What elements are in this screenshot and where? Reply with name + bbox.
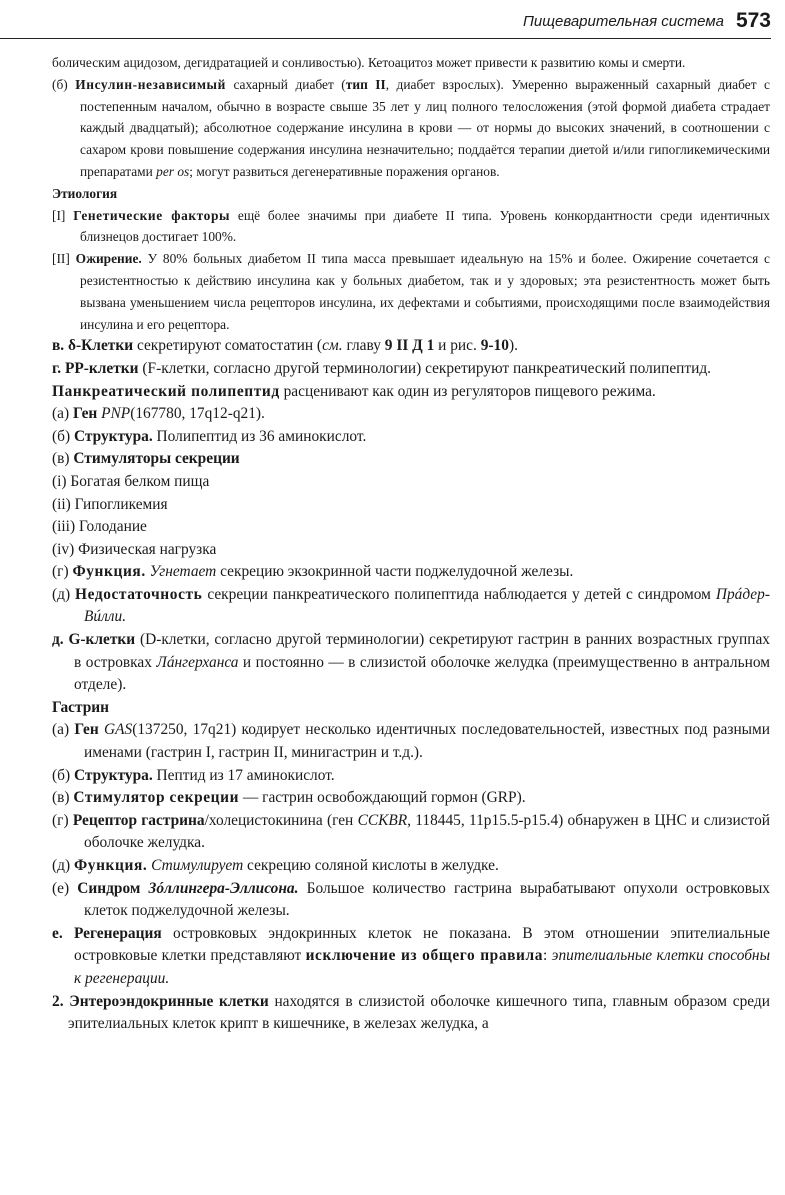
gastrin-heading: Гастрин <box>52 698 110 716</box>
item-regeneration: е. Регенерация островковых эндокринных клеток не показана. В этом отношении эпителиальные островковые клетки представляют исключение из общего правила: эпителиальные клетки способны к регенерации. <box>52 924 770 987</box>
pp-function: (г) Функция. Угнетает секрецию экзокринной части поджелудочной железы. <box>52 563 574 581</box>
item-pp-cells: г. PP-клетки (F-клетки, согласно другой терминологии) секретируют панкреатический полипептид. <box>52 359 712 377</box>
gastrin-receptor: (г) Рецептор гастрина/холецистокинина (ген CCKBR, 118445, 11p15.5-p15.4) обнаружен в ЦНС и слизистой оболочке желудка. <box>52 811 770 852</box>
page-number: 573 <box>735 9 771 32</box>
gastrin-stimulator: (в) Стимулятор секреции — гастрин освобождающий гормон (GRP). <box>52 789 526 807</box>
body-text <box>52 52 770 1036</box>
pp-deficiency: (д) Недостаточность секреции панкреатического полипептида наблюдается у детей с синдромом Прáдер-Вúлли. <box>52 585 770 626</box>
item-enteroendocrine-cells: 2. Энтероэндокринные клетки находятся в слизистой оболочке кишечного типа, главным образом среди эпителиальных клеток крипт в кишечнике, в железах желудка, а <box>52 992 770 1033</box>
item-delta-cells: в. δ-Клетки секретируют соматостатин (см. главу 9 II Д 1 и рис. 9-10). <box>52 337 518 355</box>
item-insulin-independent: (б) Инсулин-независимый сахарный диабет (тип II, диабет взрослых). Умеренно выраженный сахарный диабет с постепенным началом, обычно в возрасте свыше 35 лет у лиц полного телосложения (этой формой диабета страдает каждый двадцатый); абсолютное содержание инсулина в крови — от нормы до высоких значений, в соотношении с сахаром крови повышение содержания инсулина незначительно; поддаётся терапии диетой и/или гипогликемическими препаратами per os; могут развиться дегенеративные поражения органов. <box>52 76 770 179</box>
etiology-heading: Этиология <box>52 185 118 201</box>
continued-paragraph: болическим ацидозом, дегидратацией и сонливостью). Кетоацитоз может привести к развитию комы и смерти. <box>52 55 686 70</box>
stimulator-item: (iii) Голодание <box>52 518 147 536</box>
etiology-item-obesity: [II] Ожирение. У 80% больных диабетом II типа масса превышает идеальную на 15% и более. Ожирение сочетается с резистентностью к действию инсулина как у больных диабетом, так и у здоровых; эта резистентность может быть вызвана уменьшением числа рецепторов инсулина, их дефектами и событиями, происходящими после взаимодействия инсулина и его рецептора. <box>52 251 770 332</box>
gastrin-gene: (а) Ген GAS(137250, 17q21) кодирует несколько идентичных последовательностей, известных под разными именами (гастрин I, гастрин II, минигастрин и т.д.). <box>52 721 770 762</box>
pp-stimulators: (в) Стимуляторы секреции <box>52 450 240 468</box>
running-title: Пищеварительная система <box>523 12 724 30</box>
stimulator-item: (ii) Гипогликемия <box>52 495 168 513</box>
page-header <box>0 4 771 39</box>
gastrin-structure: (б) Структура. Пептид из 17 аминокислот. <box>52 766 335 784</box>
item-g-cells: д. G-клетки (D-клетки, согласно другой терминологии) секретируют гастрин в ранних возрастных группах в островках Лáнгерханса и постоянно — в слизистой оболочке желудка (преимущественно в антральном отделе). <box>52 631 770 694</box>
gastrin-syndrome: (е) Синдром Зóллингера-Эллисона. Большое количество гастрина вырабатывают опухоли островковых клеток поджелудочной железы. <box>52 879 770 920</box>
stimulator-item: (iv) Физическая нагрузка <box>52 540 217 558</box>
pp-structure: (б) Структура. Полипептид из 36 аминокислот. <box>52 427 367 445</box>
gastrin-function: (д) Функция. Стимулирует секрецию соляной кислоты в желудке. <box>52 857 499 875</box>
stimulator-item: (i) Богатая белком пища <box>52 472 210 490</box>
etiology-item-genetic: [I] Генетические факторы ещё более значимы при диабете II типа. Уровень конкордантности среди идентичных близнецов достигает 100%. <box>52 207 770 245</box>
pp-gene: (а) Ген PNP(167780, 17q12-q21). <box>52 405 265 423</box>
pancreatic-polypeptide-paragraph: Панкреатический полипептид расценивают как один из регуляторов пищевого режима. <box>52 382 656 400</box>
